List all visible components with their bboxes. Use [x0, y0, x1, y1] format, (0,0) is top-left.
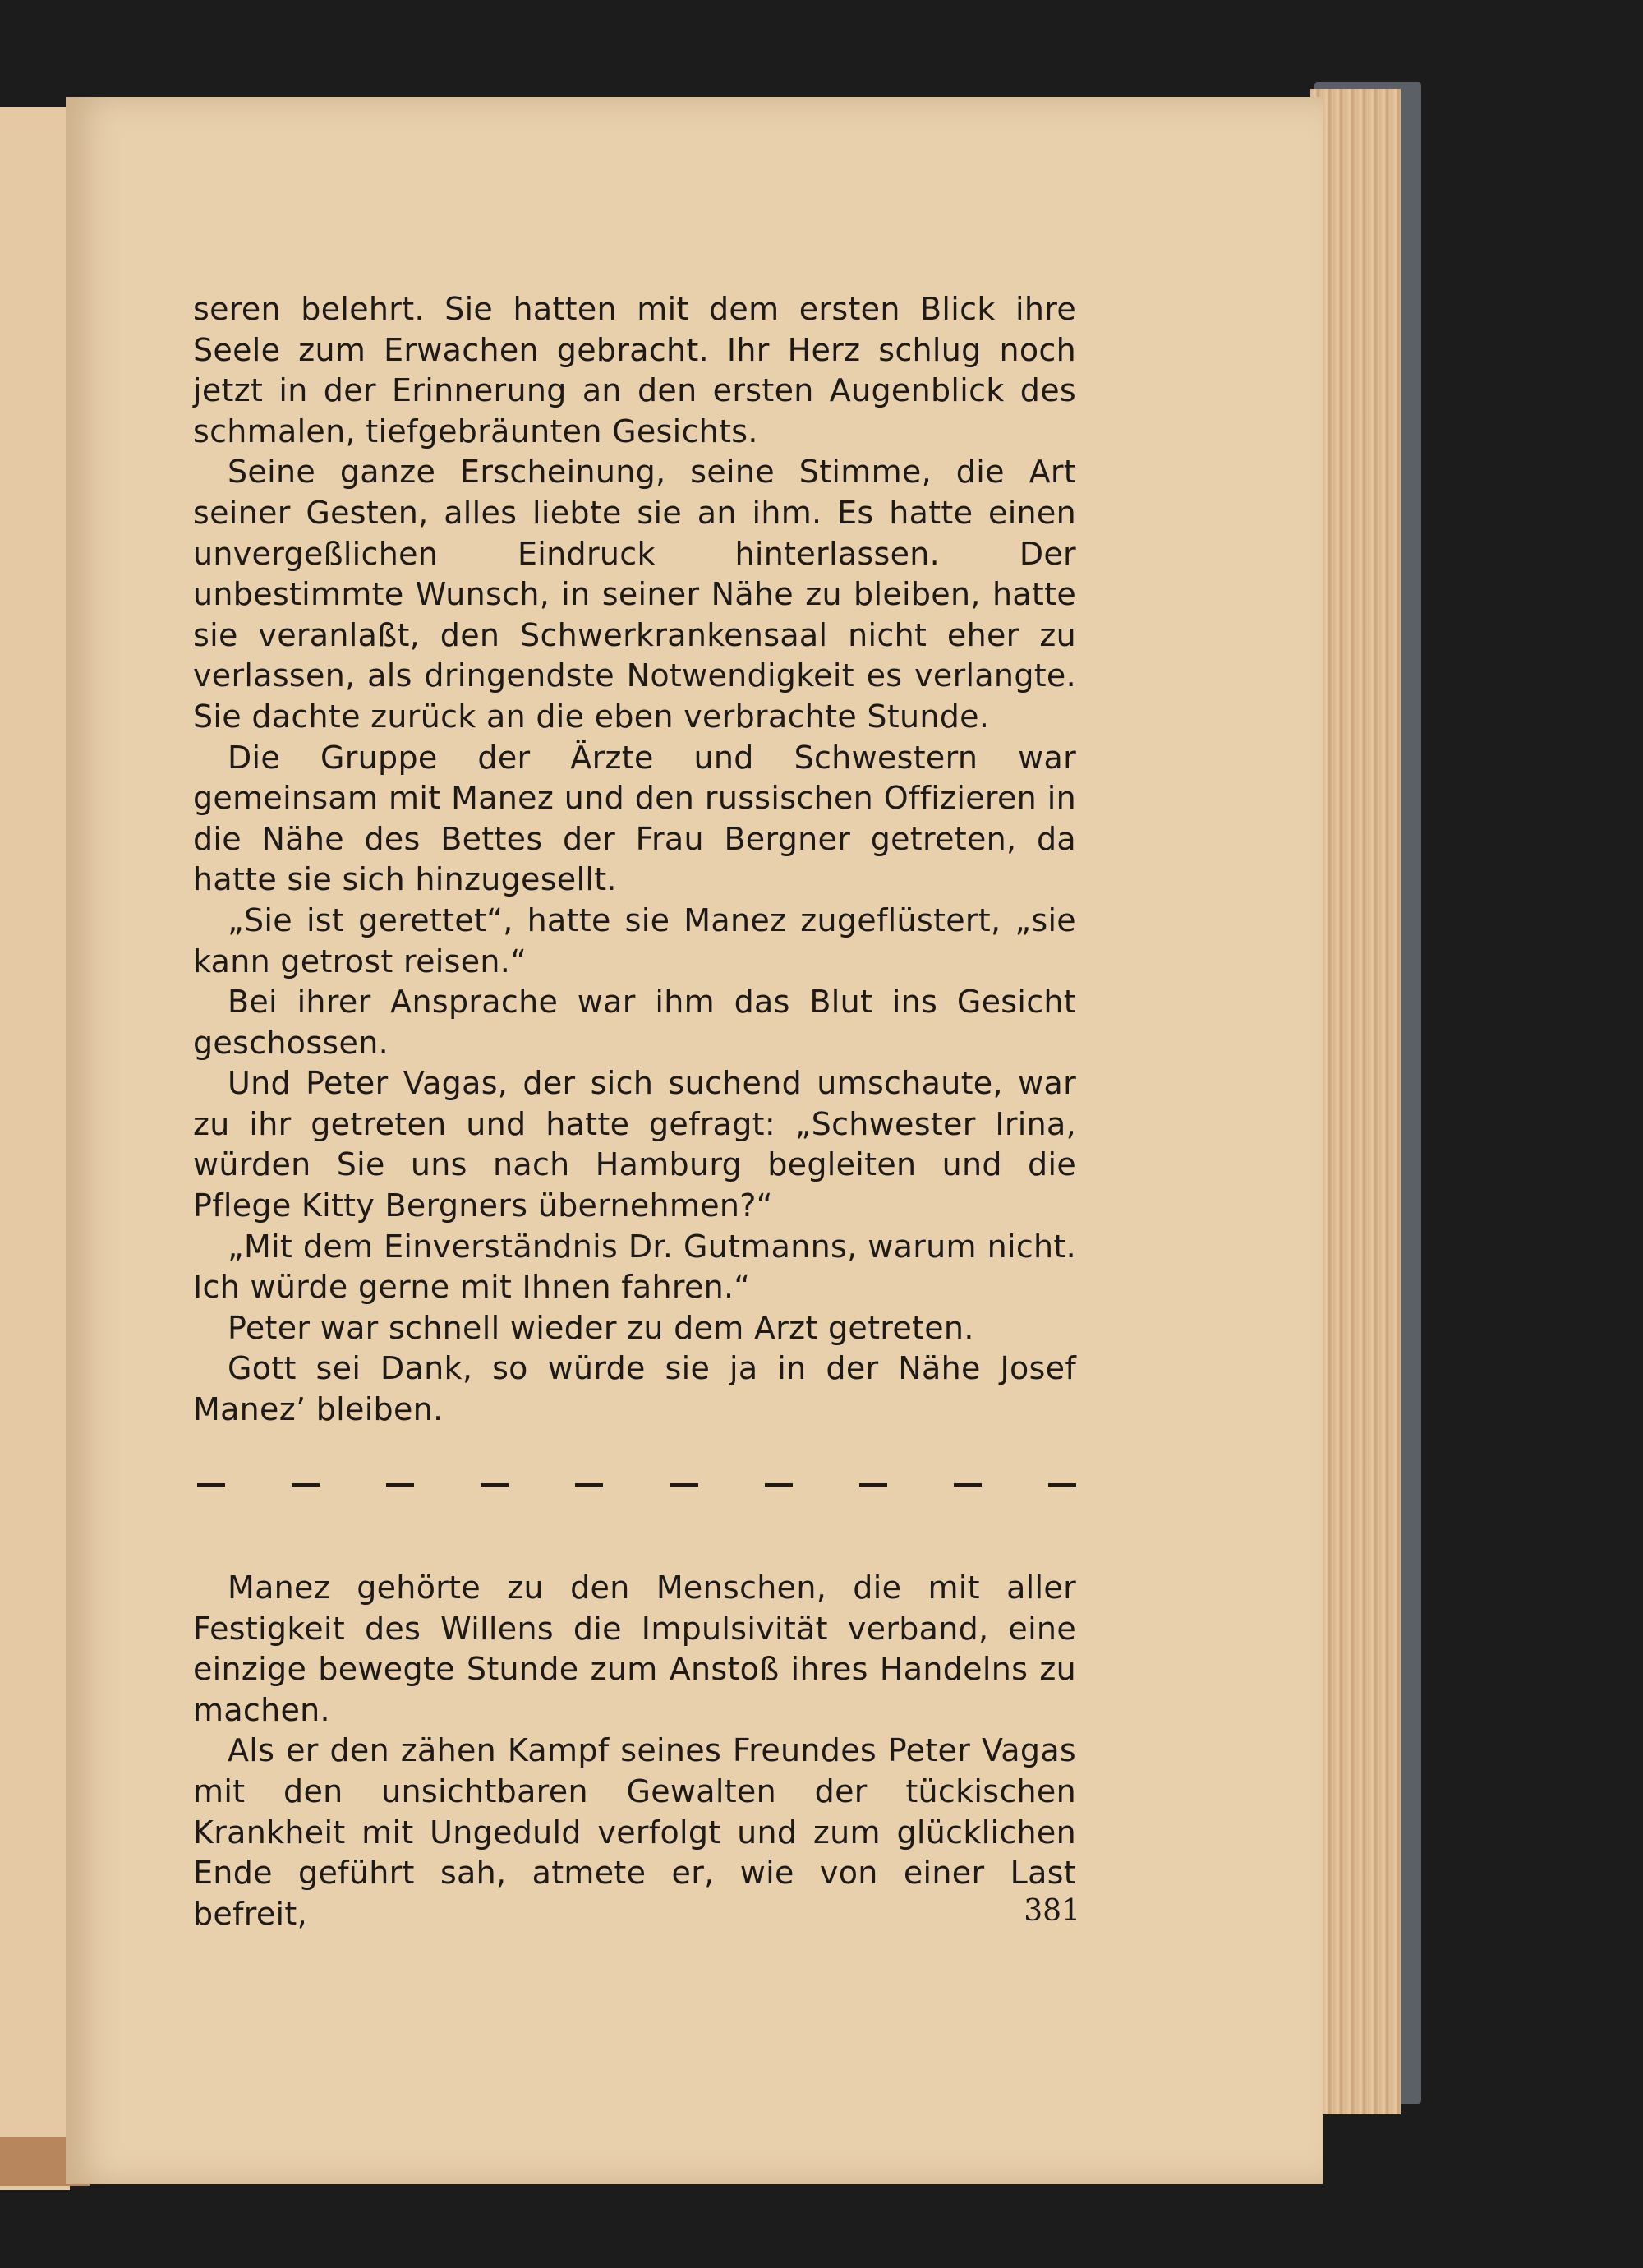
- left-page-edge: [0, 107, 70, 2190]
- separator-dash: [765, 1483, 793, 1487]
- paragraph: Als er den zähen Kampf seines Freundes Peter Vagas mit den unsichtbaren Gewalten der tückischen Krankheit mit Ungeduld verfolgt und zum glücklichen Ende geführt sah, atmete er, wie von einer Last befreit,: [193, 1732, 1076, 1932]
- paragraph: „Mit dem Einverständnis Dr. Gutmanns, warum nicht. Ich würde gerne mit Ihnen fahren.“: [193, 1228, 1076, 1306]
- paragraph: Peter war schnell wieder zu dem Arzt getreten.: [228, 1309, 974, 1346]
- separator-dash: [386, 1483, 414, 1487]
- paragraph: Die Gruppe der Ärzte und Schwestern war gemeinsam mit Manez und den russischen Offizieren in die Nähe des Bettes der Frau Bergner getreten, da hatte sie sich hinzugesellt.: [193, 739, 1076, 898]
- page-number: 381: [1024, 1894, 1080, 1928]
- paragraph: „Sie ist gerettet“, hatte sie Manez zugeflüstert, „sie kann getrost reisen.“: [193, 901, 1076, 980]
- paragraph: Bei ihrer Ansprache war ihm das Blut ins Gesicht geschossen.: [193, 984, 1076, 1061]
- separator-dash: [859, 1483, 887, 1487]
- body-text-before-break: [193, 289, 1076, 1431]
- paragraph: Gott sei Dank, so würde sie ja in der Nähe Josef Manez’ bleiben.: [193, 1350, 1076, 1428]
- page-stack-edge: [1310, 89, 1401, 2114]
- separator-dash: [575, 1483, 603, 1487]
- separator-dash: [954, 1483, 982, 1487]
- body-text-after-break: [193, 1568, 1076, 1934]
- separator-dash: [197, 1483, 225, 1487]
- separator-dash: [670, 1483, 698, 1487]
- separator-dash: [292, 1483, 320, 1487]
- separator-dash: [481, 1483, 509, 1487]
- separator-dash: [1048, 1483, 1076, 1487]
- paragraph: Und Peter Vagas, der sich suchend umschaute, war zu ihr getreten und hatte gefragt: „Schwester Irina, würden Sie uns nach Hamburg begleiten und die Pflege Kitty Bergners übernehmen?“: [193, 1065, 1076, 1224]
- paragraph: Seine ganze Erscheinung, seine Stimme, die Art seiner Gesten, alles liebte sie an ihm. Es hatte einen unvergeßlichen Eindruck hinterlassen. Der unbestimmte Wunsch, in seiner Nähe zu bleiben, hatte sie veranlaßt, den Schwerkrankensaal nicht eher zu verlassen, als dringendste Notwendigkeit es verlangte. Sie dachte zurück an die eben verbrachte Stunde.: [193, 454, 1076, 735]
- paragraph: Manez gehörte zu den Menschen, die mit aller Festigkeit des Willens die Impulsivität verband, eine einzige bewegte Stunde zum Anstoß ihres Handelns zu machen.: [193, 1570, 1076, 1728]
- section-separator: [197, 1483, 1076, 1487]
- paragraph: seren belehrt. Sie hatten mit dem ersten Blick ihre Seele zum Erwachen gebracht. Ihr Herz schlug noch jetzt in der Erinnerung an den ersten Augenblick des schmalen, tiefgebräunten Gesichts.: [193, 291, 1076, 449]
